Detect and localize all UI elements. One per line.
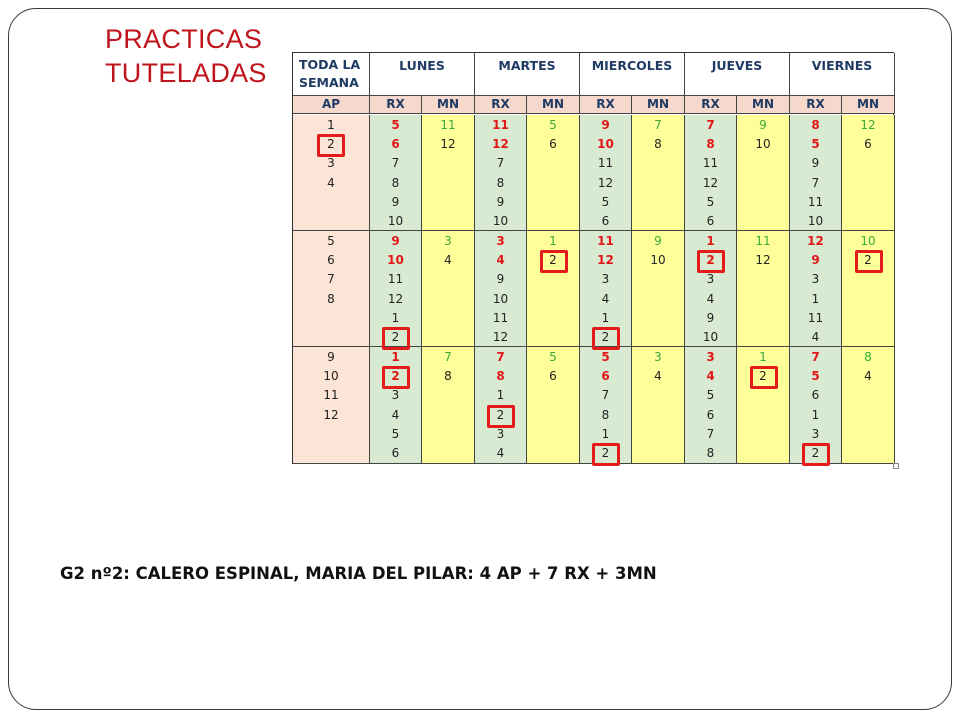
slot-number: 1 — [549, 234, 557, 248]
slot-number: 2 — [811, 446, 820, 461]
highlight-box — [750, 366, 778, 389]
slot-number: 12 — [755, 253, 771, 268]
highlight-box — [382, 327, 410, 350]
number-list — [632, 116, 684, 154]
number-list — [790, 116, 841, 231]
highlight-box — [317, 134, 345, 157]
slot-number: 11 — [492, 310, 509, 325]
slot-number: 4 — [811, 330, 820, 345]
slot-number: 2 — [864, 253, 872, 268]
slot-number: 1 — [601, 310, 610, 325]
slot-number: 3 — [811, 426, 820, 441]
slot-number: 5 — [391, 426, 400, 441]
slot-number: 3 — [496, 234, 505, 248]
mn-cell — [737, 231, 790, 347]
subheader-mn: MN — [632, 96, 685, 114]
number-list — [685, 116, 736, 231]
slot-number: 1 — [601, 426, 610, 441]
slot-number: 8 — [496, 369, 505, 384]
mn-cell — [422, 347, 475, 464]
header-week-cell — [293, 53, 370, 96]
slot-number: 10 — [492, 214, 509, 229]
slot-number: 10 — [702, 330, 719, 345]
slot-number: 2 — [391, 330, 400, 345]
rx-cell — [790, 231, 842, 347]
number-list — [527, 348, 579, 386]
mn-cell — [632, 115, 685, 231]
slot-number: 8 — [706, 446, 715, 461]
slot-number: 11 — [597, 234, 614, 248]
number-list — [293, 348, 369, 425]
subheader-rx: RX — [370, 96, 422, 114]
number-list — [580, 116, 631, 231]
highlight-box — [382, 366, 410, 389]
slot-number: 6 — [811, 388, 820, 403]
slot-number: 9 — [391, 194, 400, 209]
slot-number: 12 — [492, 330, 509, 345]
header-day-jueves: JUEVES — [685, 53, 790, 96]
highlight-box — [697, 250, 725, 273]
number-list — [422, 348, 474, 386]
ap-cell-block-1 — [293, 115, 370, 231]
slot-number: 9 — [654, 234, 662, 248]
slot-number: 11 — [807, 310, 824, 325]
number-list — [527, 116, 579, 154]
slot-number: 7 — [444, 350, 452, 364]
slot-number: 5 — [601, 194, 610, 209]
slot-number: 9 — [811, 156, 820, 171]
slot-number: 10 — [387, 253, 404, 268]
table-resize-handle[interactable] — [893, 463, 899, 469]
slot-number: 7 — [706, 118, 715, 132]
rx-cell — [685, 115, 737, 231]
slot-number: 3 — [444, 234, 452, 248]
slot-number: 3 — [811, 272, 820, 287]
slot-number: 3 — [327, 156, 335, 171]
slot-number: 4 — [391, 407, 400, 422]
subheader-rx: RX — [790, 96, 842, 114]
slot-number: 10 — [387, 214, 404, 229]
slot-number: 12 — [597, 253, 614, 268]
slot-number: 6 — [549, 137, 557, 152]
student-assignment-caption: G2 nº2: CALERO ESPINAL, MARIA DEL PILAR: 4 AP + 7 RX + 3MN — [60, 564, 657, 583]
number-list — [475, 116, 526, 231]
mn-cell — [632, 231, 685, 347]
slot-number: 8 — [654, 137, 662, 152]
slot-number: 3 — [706, 350, 715, 364]
mn-cell — [842, 231, 895, 347]
mn-cell — [422, 231, 475, 347]
slot-number: 6 — [327, 253, 335, 268]
slot-number: 1 — [811, 407, 820, 422]
slot-number: 3 — [601, 272, 610, 287]
slot-number: 11 — [755, 234, 771, 248]
slot-number: 5 — [549, 118, 557, 132]
slot-number: 2 — [496, 407, 505, 422]
slot-number: 12 — [323, 407, 339, 422]
slot-number: 1 — [759, 350, 767, 364]
slot-number: 8 — [601, 407, 610, 422]
mn-cell — [842, 347, 895, 464]
slot-number: 12 — [860, 118, 876, 132]
number-list — [737, 232, 789, 270]
slot-number: 4 — [706, 369, 715, 384]
slot-number: 3 — [706, 272, 715, 287]
slot-number: 4 — [496, 446, 505, 461]
number-list — [842, 348, 894, 386]
mn-cell — [737, 347, 790, 464]
slot-number: 4 — [327, 175, 335, 190]
slot-number: 8 — [706, 137, 715, 152]
slot-number: 5 — [549, 350, 557, 364]
slot-number: 7 — [601, 388, 610, 403]
slot-number: 4 — [496, 253, 505, 268]
slot-number: 6 — [391, 446, 400, 461]
slot-number: 11 — [492, 118, 509, 132]
mn-cell — [632, 347, 685, 464]
rx-cell — [790, 115, 842, 231]
slot-number: 11 — [323, 388, 339, 403]
subheader-rx: RX — [475, 96, 527, 114]
slot-number: 3 — [391, 388, 400, 403]
slot-number: 8 — [444, 369, 452, 384]
slot-number: 2 — [549, 253, 557, 268]
slot-number: 10 — [492, 291, 509, 306]
slot-number: 6 — [549, 369, 557, 384]
slot-number: 11 — [597, 156, 614, 171]
rx-cell — [685, 347, 737, 464]
slot-number: 2 — [601, 446, 610, 461]
slot-number: 7 — [391, 156, 400, 171]
slot-number: 3 — [496, 426, 505, 441]
slot-number: 12 — [440, 137, 456, 152]
header-week-line-2: SEMANA — [299, 75, 359, 90]
header-day-lunes: LUNES — [370, 53, 475, 96]
slot-number: 8 — [496, 175, 505, 190]
slot-number: 1 — [327, 118, 335, 132]
highlight-box — [855, 250, 883, 273]
slot-number: 7 — [706, 426, 715, 441]
rx-cell — [685, 231, 737, 347]
subheader-mn: MN — [737, 96, 790, 114]
slot-number: 5 — [706, 194, 715, 209]
slot-number: 7 — [811, 350, 820, 364]
ap-cell-block-2 — [293, 231, 370, 347]
subheader-rx: RX — [685, 96, 737, 114]
slot-number: 8 — [811, 118, 820, 132]
number-list — [422, 116, 474, 154]
slot-number: 5 — [391, 118, 400, 132]
subheader-mn: MN — [422, 96, 475, 114]
subheader-mn: MN — [527, 96, 580, 114]
subheader-ap: AP — [293, 96, 370, 114]
mn-cell — [842, 115, 895, 231]
slot-number: 1 — [706, 234, 715, 248]
slot-number: 9 — [811, 253, 820, 268]
slot-number: 10 — [860, 234, 876, 248]
slot-number: 9 — [601, 118, 610, 132]
mn-cell — [527, 231, 580, 347]
slot-number: 6 — [706, 407, 715, 422]
slot-number: 6 — [601, 369, 610, 384]
slot-number: 1 — [496, 388, 505, 403]
slot-number: 2 — [706, 253, 715, 268]
header-day-miercoles: MIERCOLES — [580, 53, 685, 96]
highlight-box — [592, 327, 620, 350]
rx-cell — [370, 347, 422, 464]
slot-number: 2 — [391, 369, 400, 384]
highlight-box — [540, 250, 568, 273]
slot-number: 4 — [601, 291, 610, 306]
slot-number: 3 — [654, 350, 662, 364]
slot-number: 10 — [807, 214, 824, 229]
slot-number: 11 — [807, 194, 824, 209]
slot-number: 12 — [387, 291, 404, 306]
subheader-mn: MN — [842, 96, 895, 114]
slot-number: 6 — [601, 214, 610, 229]
slot-number: 4 — [864, 369, 872, 384]
subheader-rx: RX — [580, 96, 632, 114]
slot-number: 11 — [387, 272, 404, 287]
slot-number: 7 — [496, 156, 505, 171]
number-list — [293, 232, 369, 309]
number-list — [632, 348, 684, 386]
mn-cell — [737, 115, 790, 231]
slot-number: 1 — [811, 291, 820, 306]
slot-number: 7 — [654, 118, 662, 132]
mn-cell — [527, 115, 580, 231]
highlight-box — [592, 443, 620, 466]
slot-number: 9 — [759, 118, 767, 132]
slide-title — [105, 22, 267, 90]
schedule-table — [292, 52, 894, 464]
number-list — [475, 232, 526, 347]
slot-number: 5 — [327, 234, 335, 248]
slot-number: 12 — [807, 234, 824, 248]
slot-number: 9 — [327, 350, 335, 364]
slot-number: 6 — [706, 214, 715, 229]
slot-number: 8 — [864, 350, 872, 364]
number-list — [422, 232, 474, 270]
number-list — [632, 232, 684, 270]
slot-number: 7 — [327, 272, 335, 287]
title-line-2: TUTELADAS — [105, 58, 267, 88]
slot-number: 9 — [706, 310, 715, 325]
number-list — [370, 116, 421, 231]
slot-number: 4 — [654, 369, 662, 384]
title-line-1: PRACTICAS — [105, 24, 263, 54]
slot-number: 1 — [391, 350, 400, 364]
slot-number: 10 — [597, 137, 614, 152]
ap-cell-block-3 — [293, 347, 370, 464]
header-day-viernes: VIERNES — [790, 53, 895, 96]
rx-cell — [475, 115, 527, 231]
number-list — [842, 116, 894, 154]
slot-number: 12 — [702, 175, 719, 190]
slot-number: 11 — [440, 118, 456, 132]
slot-number: 4 — [444, 253, 452, 268]
slot-number: 5 — [811, 369, 820, 384]
number-list — [737, 116, 789, 154]
rx-cell — [370, 115, 422, 231]
header-day-martes: MARTES — [475, 53, 580, 96]
slot-number: 9 — [391, 234, 400, 248]
highlight-box — [802, 443, 830, 466]
number-list — [685, 348, 736, 463]
slot-number: 12 — [597, 175, 614, 190]
slot-number: 5 — [601, 350, 610, 364]
slot-number: 2 — [601, 330, 610, 345]
slot-number: 6 — [391, 137, 400, 152]
slot-number: 10 — [755, 137, 771, 152]
slot-number: 2 — [327, 137, 335, 152]
slot-number: 8 — [327, 291, 335, 306]
slot-number: 9 — [496, 272, 505, 287]
slot-number: 9 — [496, 194, 505, 209]
slot-number: 1 — [391, 310, 400, 325]
rx-cell — [475, 231, 527, 347]
highlight-box — [487, 405, 515, 428]
slot-number: 7 — [496, 350, 505, 364]
slot-number: 10 — [650, 253, 666, 268]
rx-cell — [580, 115, 632, 231]
slot-number: 6 — [864, 137, 872, 152]
slot-number: 2 — [759, 369, 767, 384]
slot-number: 4 — [706, 291, 715, 306]
mn-cell — [527, 347, 580, 464]
header-week-line-1: TODA LA — [299, 57, 361, 72]
slot-number: 5 — [811, 137, 820, 152]
slot-number: 8 — [391, 175, 400, 190]
number-list — [790, 232, 841, 347]
slot-number: 7 — [811, 175, 820, 190]
slot-number: 5 — [706, 388, 715, 403]
slot-number: 11 — [702, 156, 719, 171]
slot-number: 12 — [492, 137, 509, 152]
slot-number: 10 — [323, 369, 339, 384]
mn-cell — [422, 115, 475, 231]
